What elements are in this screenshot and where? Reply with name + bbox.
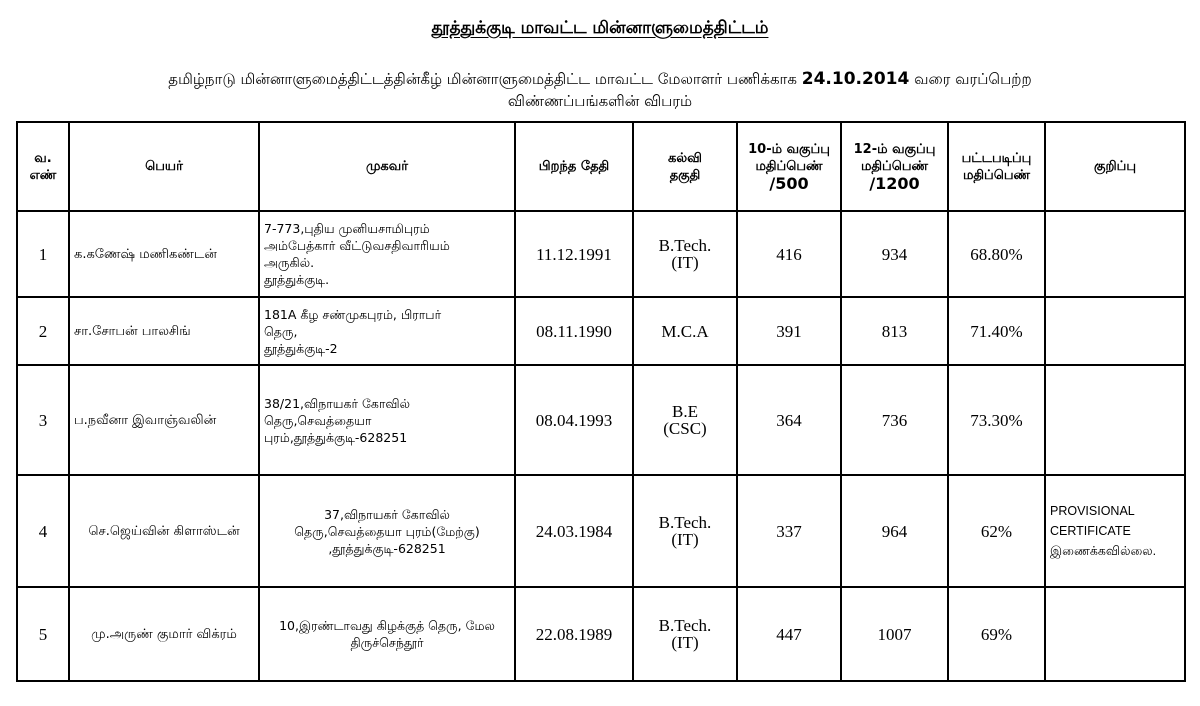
- cell-address: 38/21,விநாயகர் கோவில் தெரு,செவத்தையா புரம்,தூத்துக்குடி-628251: [259, 365, 515, 475]
- cell-degree-marks: 69%: [948, 587, 1045, 681]
- cell-serial: 1: [17, 211, 69, 297]
- header-address: முகவர்: [259, 122, 515, 211]
- header-qualification: கல்வி தகுதி: [633, 122, 737, 211]
- cell-serial: 4: [17, 475, 69, 587]
- cell-remarks: [1045, 297, 1185, 365]
- table-header-row: [17, 122, 1185, 211]
- subtitle-text: தமிழ்நாடு மின்னாளுமைத்திட்டத்தின்கீழ் மின்னாளுமைத்திட்ட மாவட்ட மேலாளர் பணிக்காக: [168, 70, 797, 88]
- header-serial: வ. எண்: [17, 122, 69, 211]
- table-row: [17, 475, 1185, 587]
- table-row: [17, 365, 1185, 475]
- cell-remarks: [1045, 365, 1185, 475]
- cell-address: 10,இரண்டாவது கிழக்குத் தெரு, மேல திருச்செந்தூர்: [259, 587, 515, 681]
- cell-serial: 5: [17, 587, 69, 681]
- cell-name: செ.ஜெய்வின் கிளாஸ்டன்: [69, 475, 259, 587]
- cell-hsc-marks: 736: [841, 365, 948, 475]
- cell-dob: 08.04.1993: [515, 365, 633, 475]
- cell-sslc-marks: 364: [737, 365, 841, 475]
- cell-degree-marks: 71.40%: [948, 297, 1045, 365]
- cell-degree-marks: 73.30%: [948, 365, 1045, 475]
- cell-name: மு.அருண் குமார் விக்ரம்: [69, 587, 259, 681]
- table-row: [17, 297, 1185, 365]
- header-degree-marks: பட்டபடிப்பு மதிப்பெண்: [948, 122, 1045, 211]
- document-title: தூத்துக்குடி மாவட்ட மின்னாளுமைத்திட்டம்: [431, 18, 769, 38]
- cell-name: க.கணேஷ் மணிகண்டன்: [69, 211, 259, 297]
- header-dob: பிறந்த தேதி: [515, 122, 633, 211]
- subtitle-text-end: வரை வரப்பெற்ற: [914, 70, 1032, 88]
- cell-remarks: [1045, 211, 1185, 297]
- cell-degree-marks: 68.80%: [948, 211, 1045, 297]
- cell-serial: 2: [17, 297, 69, 365]
- cell-hsc-marks: 813: [841, 297, 948, 365]
- cell-hsc-marks: 964: [841, 475, 948, 587]
- cell-remarks: PROVISIONAL CERTIFICATE இணைக்கவில்லை.: [1045, 475, 1185, 587]
- cell-qualification: B.Tech. (IT): [633, 211, 737, 297]
- cell-qualification: M.C.A: [633, 297, 737, 365]
- subtitle-date: 24.10.2014: [801, 69, 910, 89]
- cell-serial: 3: [17, 365, 69, 475]
- cell-hsc-marks: 934: [841, 211, 948, 297]
- cell-sslc-marks: 447: [737, 587, 841, 681]
- cell-qualification: B.Tech. (IT): [633, 475, 737, 587]
- cell-qualification: B.E (CSC): [633, 365, 737, 475]
- document-subtitle: [60, 68, 1140, 112]
- cell-hsc-marks: 1007: [841, 587, 948, 681]
- header-hsc-marks: 12-ம் வகுப்பு மதிப்பெண் /1200: [841, 122, 948, 211]
- header-remarks: குறிப்பு: [1045, 122, 1185, 211]
- table-row: [17, 211, 1185, 297]
- table-row: [17, 587, 1185, 681]
- subtitle-line-2: விண்ணப்பங்களின் விபரம்: [507, 92, 693, 110]
- cell-sslc-marks: 391: [737, 297, 841, 365]
- cell-dob: 08.11.1990: [515, 297, 633, 365]
- cell-address: 181A கீழ சண்முகபுரம், பிராபர் தெரு, தூத்துக்குடி-2: [259, 297, 515, 365]
- cell-qualification: B.Tech. (IT): [633, 587, 737, 681]
- cell-dob: 22.08.1989: [515, 587, 633, 681]
- cell-sslc-marks: 416: [737, 211, 841, 297]
- cell-dob: 24.03.1984: [515, 475, 633, 587]
- cell-name: சா.சோபன் பாலசிங்: [69, 297, 259, 365]
- header-sslc-marks: 10-ம் வகுப்பு மதிப்பெண் /500: [737, 122, 841, 211]
- cell-sslc-marks: 337: [737, 475, 841, 587]
- cell-dob: 11.12.1991: [515, 211, 633, 297]
- cell-degree-marks: 62%: [948, 475, 1045, 587]
- cell-address: 37,விநாயகர் கோவில் தெரு,செவத்தையா புரம்(மேற்கு) ,தூத்துக்குடி-628251: [259, 475, 515, 587]
- cell-remarks: [1045, 587, 1185, 681]
- table-body: [17, 211, 1185, 681]
- cell-address: 7-773,புதிய முனியசாமிபுரம் அம்பேத்கார் வீட்டுவசதிவாரியம் அருகில். தூத்துக்குடி.: [259, 211, 515, 297]
- header-name: பெயர்: [69, 122, 259, 211]
- applicants-table: [16, 121, 1186, 682]
- cell-name: ப.நவீனா இவாஞ்வலின்: [69, 365, 259, 475]
